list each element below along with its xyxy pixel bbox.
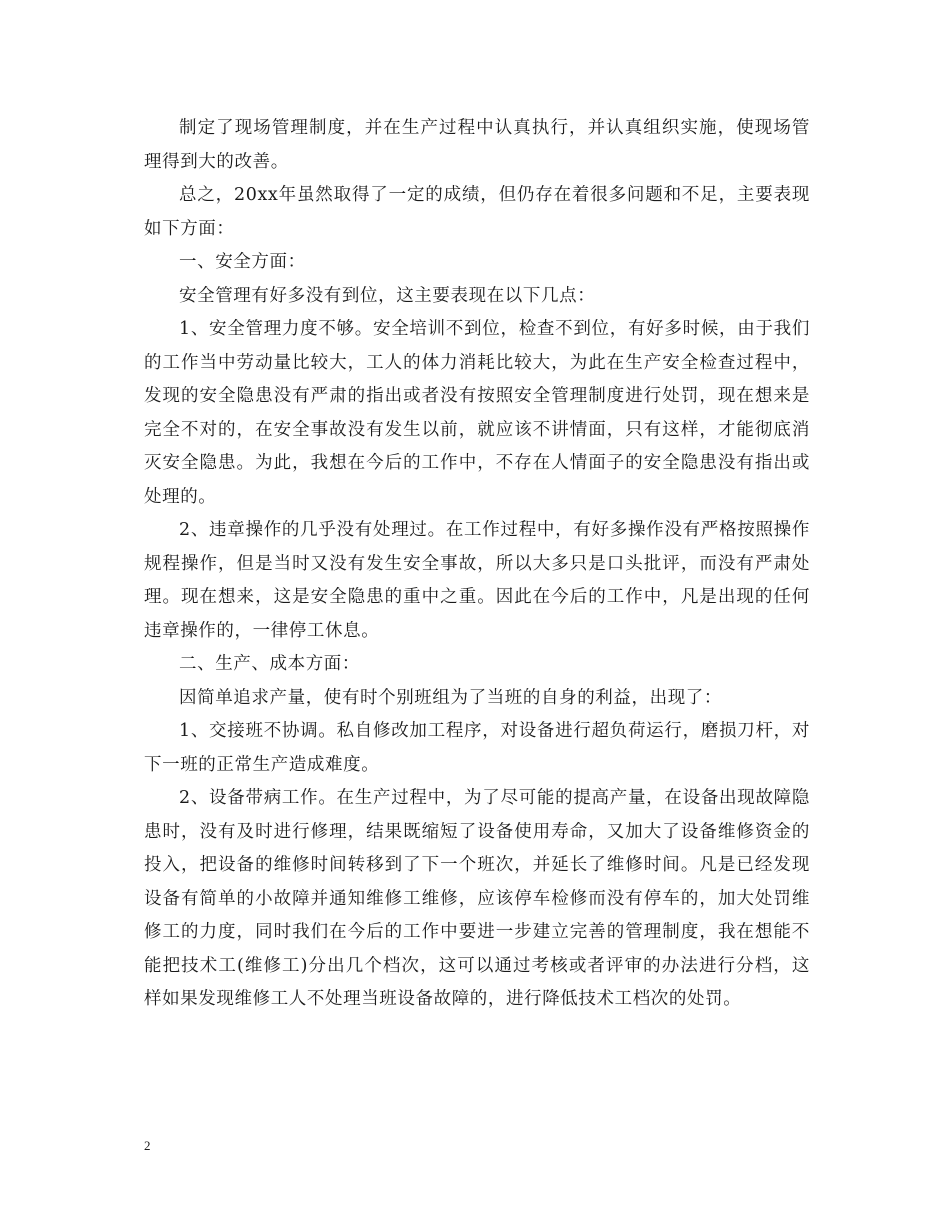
list-item: 2、违章操作的几乎没有处理过。在工作过程中，有好多操作没有严格按照操作规程操作，但是当时又没有发生安全事故，所以大多只是口头批评，而没有严肃处理。现在想来，这是安全隐患的重中之重。因此在今后的工作中，凡是出现的任何违章操作的，一律停工休息。 [144, 520, 810, 641]
paragraph: 制定了现场管理制度，并在生产过程中认真执行，并认真组织实施，使现场管理得到大的改善。 [144, 118, 810, 172]
list-item: 1、交接班不协调。私自修改加工程序，对设备进行超负荷运行，磨损刀杆，对下一班的正常生产造成难度。 [144, 721, 810, 775]
section-heading-safety: 一、安全方面： [179, 252, 306, 272]
page-number: 2 [144, 1138, 151, 1153]
document-body [144, 112, 810, 1017]
paragraph: 安全管理有好多没有到位，这主要表现在以下几点： [179, 285, 596, 306]
paragraph: 总之，20xx年虽然取得了一定的成绩，但仍存在着很多问题和不足，主要表现如下方面： [144, 185, 810, 239]
list-item: 1、安全管理力度不够。安全培训不到位，检查不到位，有好多时候，由于我们的工作当中劳动量比较大，工人的体力消耗比较大，为此在生产安全检查过程中，发现的安全隐患没有严肃的指出或者没有按照安全管理制度进行处罚，现在想来是完全不对的，在安全事故没有发生以前，就应该不讲情面，只有这样，才能彻底消灭安全隐患。为此，我想在今后的工作中，不存在人情面子的安全隐患没有指出或处理的。 [144, 319, 810, 507]
list-item: 2、设备带病工作。在生产过程中，为了尽可能的提高产量，在设备出现故障隐患时，没有及时进行修理，结果既缩短了设备使用寿命，又加大了设备维修资金的投入，把设备的维修时间转移到了下一个班次，并延长了维修时间。凡是已经发现设备有简单的小故障并通知维修工维修，应该停车检修而没有停车的，加大处罚维修工的力度，同时我们在今后的工作中要进一步建立完善的管理制度，我在想能不能把技术工(维修工)分出几个档次，这可以通过考核或者评审的办法进行分档，这样如果发现维修工人不处理当班设备故障的，进行降低技术工档次的处罚。 [144, 788, 810, 1009]
paragraph: 因简单追求产量，使有时个别班组为了当班的自身的利益，出现了： [179, 687, 722, 708]
section-heading-production-cost: 二、生产、成本方面： [179, 654, 360, 674]
